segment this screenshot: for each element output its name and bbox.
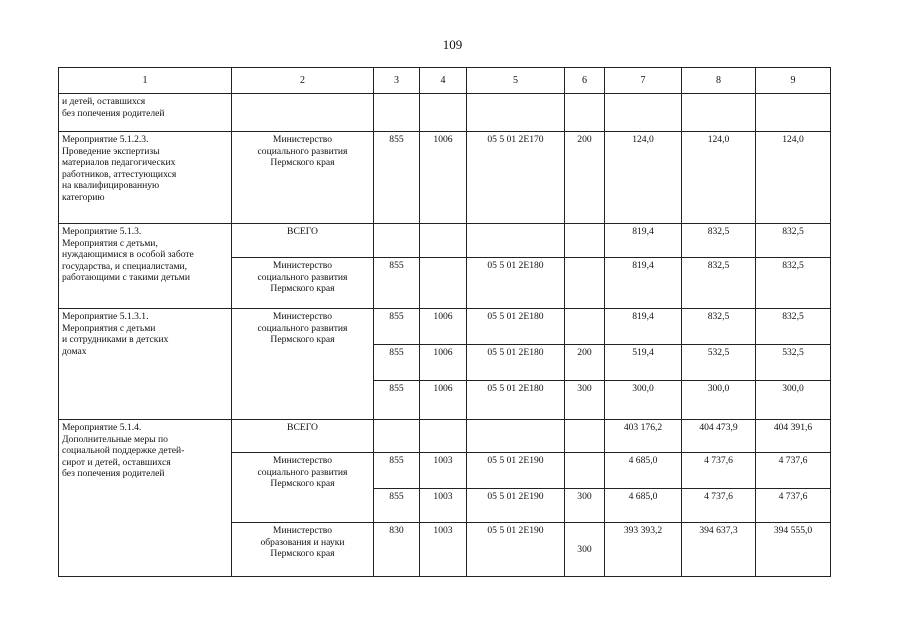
ministry-code: 855 (374, 258, 420, 309)
executor: ВСЕГО (232, 224, 374, 258)
amount-col7: 819,4 (605, 309, 682, 345)
section-code: 1006 (420, 345, 467, 381)
header-col-9: 9 (756, 68, 831, 94)
amount-col9: 404 391,6 (756, 420, 831, 453)
amount-col8: 532,5 (682, 345, 756, 381)
header-col-2: 2 (232, 68, 374, 94)
amount-col8: 300,0 (682, 381, 756, 420)
activity-name: Мероприятие 5.1.4. Дополнительные меры по социальной поддержке детей- сирот и детей, оставшихся без попечения родителей (59, 420, 232, 577)
section-code: 1006 (420, 309, 467, 345)
header-col-6: 6 (565, 68, 605, 94)
expense-type: 300 (565, 381, 605, 420)
amount-col9: 532,5 (756, 345, 831, 381)
activity-name: Мероприятие 5.1.3.1. Мероприятия с детьми и сотрудниками в детских домах (59, 309, 232, 420)
target-code: 05 5 01 2Е180 (467, 258, 565, 309)
ministry-code: 855 (374, 381, 420, 420)
budget-table (58, 67, 831, 577)
header-row (59, 68, 831, 94)
header-col-1: 1 (59, 68, 232, 94)
table-row (59, 132, 831, 224)
section-code: 1006 (420, 381, 467, 420)
amount-col8: 832,5 (682, 258, 756, 309)
amount-col8: 404 473,9 (682, 420, 756, 453)
section-code: 1003 (420, 523, 467, 577)
amount-col9: 832,5 (756, 309, 831, 345)
amount-col7: 300,0 (605, 381, 682, 420)
activity-name: Мероприятие 5.1.2.3. Проведение экспертизы материалов педагогических работников, аттестующихся на квалифицированную категорию (59, 132, 232, 224)
header-col-8: 8 (682, 68, 756, 94)
ministry-code: 830 (374, 523, 420, 577)
amount-col7: 393 393,2 (605, 523, 682, 577)
executor: Министерство социального развития Пермского края (232, 309, 374, 420)
table-row (59, 94, 831, 132)
header-col-3: 3 (374, 68, 420, 94)
target-code: 05 5 01 2Е180 (467, 345, 565, 381)
amount-col7: 819,4 (605, 224, 682, 258)
expense-type: 200 (565, 345, 605, 381)
section-code: 1006 (420, 132, 467, 224)
target-code: 05 5 01 2Е180 (467, 381, 565, 420)
ministry-code: 855 (374, 489, 420, 523)
target-code: 05 5 01 2Е180 (467, 309, 565, 345)
amount-col8: 124,0 (682, 132, 756, 224)
ministry-code: 855 (374, 345, 420, 381)
activity-name: Мероприятие 5.1.3. Мероприятия с детьми, нуждающимися в особой заботе государства, и специалистами, работающими с такими детьми (59, 224, 232, 309)
amount-col9: 394 555,0 (756, 523, 831, 577)
amount-col7: 4 685,0 (605, 489, 682, 523)
amount-col7: 519,4 (605, 345, 682, 381)
expense-type: 200 (565, 132, 605, 224)
amount-col9: 4 737,6 (756, 489, 831, 523)
target-code: 05 5 01 2Е190 (467, 453, 565, 489)
section-code: 1003 (420, 453, 467, 489)
header-col-5: 5 (467, 68, 565, 94)
amount-col8: 4 737,6 (682, 489, 756, 523)
activity-name: и детей, оставшихся без попечения родителей (59, 94, 232, 132)
table-row (59, 309, 831, 345)
amount-col9: 832,5 (756, 258, 831, 309)
expense-type: 300 (565, 523, 605, 577)
target-code: 05 5 01 2Е190 (467, 489, 565, 523)
ministry-code: 855 (374, 309, 420, 345)
table-row (59, 420, 831, 453)
amount-col8: 832,5 (682, 309, 756, 345)
amount-col7: 403 176,2 (605, 420, 682, 453)
amount-col9: 4 737,6 (756, 453, 831, 489)
amount-col9: 832,5 (756, 224, 831, 258)
ministry-code: 855 (374, 132, 420, 224)
amount-col7: 4 685,0 (605, 453, 682, 489)
amount-col8: 832,5 (682, 224, 756, 258)
executor: Министерство социального развития Пермского края (232, 132, 374, 224)
amount-col7: 124,0 (605, 132, 682, 224)
executor: Министерство социального развития Пермского края (232, 258, 374, 309)
amount-col8: 394 637,3 (682, 523, 756, 577)
page-number: 109 (442, 37, 463, 52)
header-col-7: 7 (605, 68, 682, 94)
ministry-code: 855 (374, 453, 420, 489)
amount-col8: 4 737,6 (682, 453, 756, 489)
amount-col9: 124,0 (756, 132, 831, 224)
amount-col9: 300,0 (756, 381, 831, 420)
expense-type: 300 (565, 489, 605, 523)
table-row (59, 224, 831, 258)
header-col-4: 4 (420, 68, 467, 94)
target-code: 05 5 01 2Е170 (467, 132, 565, 224)
executor: Министерство социального развития Пермского края (232, 453, 374, 523)
target-code: 05 5 01 2Е190 (467, 523, 565, 577)
section-code: 1003 (420, 489, 467, 523)
executor: Министерство образования и науки Пермского края (232, 523, 374, 577)
executor: ВСЕГО (232, 420, 374, 453)
amount-col7: 819,4 (605, 258, 682, 309)
